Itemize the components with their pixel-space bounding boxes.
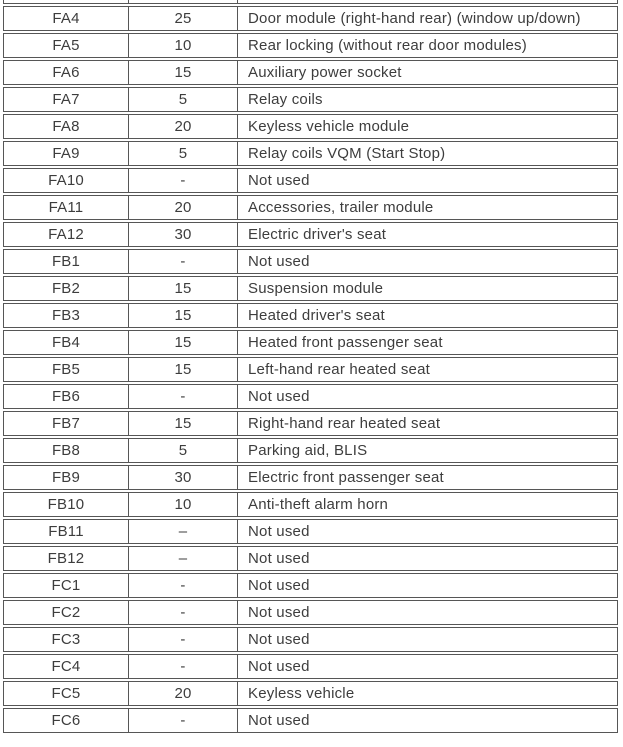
fuse-rating-cell: 30 xyxy=(129,466,238,489)
fuse-rating-cell: 5 xyxy=(129,88,238,111)
fuse-description-cell: Left-hand rear heated seat xyxy=(248,361,430,378)
fuse-id-cell: FA9 xyxy=(4,142,129,165)
fuse-description-cell: Keyless vehicle module xyxy=(248,118,410,135)
fuse-description-cell: Not used xyxy=(248,577,310,594)
fuse-description-cell: Right-hand rear heated seat xyxy=(248,415,441,432)
table-row xyxy=(3,195,618,220)
fuse-id-cell: FB7 xyxy=(4,412,129,435)
fuse-description-cell: Anti-theft alarm horn xyxy=(248,496,389,513)
fuse-rating-cell: – xyxy=(129,547,238,570)
fuse-rating-cell: 15 xyxy=(129,304,238,327)
fuse-description-cell: Not used xyxy=(248,604,310,621)
fuse-description-cell: Suspension module xyxy=(248,280,384,297)
fuse-description-cell: Heated driver's seat xyxy=(248,307,385,324)
fuse-id-cell: FB12 xyxy=(4,547,129,570)
table-row xyxy=(3,276,618,301)
fuse-rating-cell: – xyxy=(129,520,238,543)
table-row xyxy=(3,411,618,436)
fuse-rating-cell: 15 xyxy=(129,358,238,381)
table-row xyxy=(3,114,618,139)
fuse-id-cell: FA12 xyxy=(4,223,129,246)
fuse-id-cell: FB8 xyxy=(4,439,129,462)
fuse-description-cell: Relay coils VQM (Start Stop) xyxy=(248,145,446,162)
fuse-description-cell: Not used xyxy=(248,658,310,675)
fuse-description-cell: Not used xyxy=(248,388,310,405)
fuse-description-cell: Keyless vehicle xyxy=(248,685,355,702)
table-row xyxy=(3,357,618,382)
fuse-description-cell: Relay coils xyxy=(248,91,323,108)
fuse-rating-cell: - xyxy=(129,655,238,678)
fuse-id-cell: FA4 xyxy=(4,7,129,30)
fuse-id-cell: FC6 xyxy=(4,709,129,732)
fuse-id-cell: FB9 xyxy=(4,466,129,489)
fuse-rating-cell: - xyxy=(129,601,238,624)
fuse-rating-cell: 15 xyxy=(129,331,238,354)
fuse-id-cell: FB1 xyxy=(4,250,129,273)
fuse-id-cell: FA10 xyxy=(4,169,129,192)
fuse-rating-cell: - xyxy=(129,628,238,651)
table-row xyxy=(3,141,618,166)
fuse-rating-cell: - xyxy=(129,574,238,597)
table-row xyxy=(3,33,618,58)
fuse-table-rows xyxy=(3,6,618,733)
table-row xyxy=(3,87,618,112)
fuse-rating-cell: 10 xyxy=(129,34,238,57)
fuse-rating-cell: 20 xyxy=(129,682,238,705)
fuse-description-cell: Not used xyxy=(248,253,310,270)
fuse-rating-cell: 5 xyxy=(129,439,238,462)
table-row xyxy=(3,6,618,31)
fuse-id-cell: FA6 xyxy=(4,61,129,84)
fuse-id-cell: FC3 xyxy=(4,628,129,651)
fuse-rating-cell: 20 xyxy=(129,115,238,138)
table-row xyxy=(3,249,618,274)
fuse-description-cell: Heated front passenger seat xyxy=(248,334,443,351)
fuse-id-cell: FA7 xyxy=(4,88,129,111)
fuse-description-cell: Rear locking (without rear door modules) xyxy=(248,37,527,54)
fuse-id-cell: FB11 xyxy=(4,520,129,543)
fuse-description-cell: Parking aid, BLIS xyxy=(248,442,368,459)
cut-off-rating-cell xyxy=(129,0,238,3)
table-row xyxy=(3,438,618,463)
cut-off-fuse-id-cell xyxy=(4,0,129,3)
fuse-rating-cell: - xyxy=(129,169,238,192)
fuse-description-cell: Not used xyxy=(248,631,310,648)
table-row xyxy=(3,168,618,193)
table-row xyxy=(3,465,618,490)
fuse-description-cell: Not used xyxy=(248,172,310,189)
table-row xyxy=(3,708,618,733)
fuse-rating-cell: - xyxy=(129,709,238,732)
fuse-description-cell: Electric front passenger seat xyxy=(248,469,444,486)
table-row xyxy=(3,519,618,544)
fuse-id-cell: FB5 xyxy=(4,358,129,381)
fuse-rating-cell: - xyxy=(129,250,238,273)
fuse-id-cell: FB3 xyxy=(4,304,129,327)
fuse-rating-cell: 15 xyxy=(129,277,238,300)
fuse-rating-cell: - xyxy=(129,385,238,408)
fuse-description-cell: Electric driver's seat xyxy=(248,226,387,243)
table-row xyxy=(3,303,618,328)
fuse-id-cell: FB4 xyxy=(4,331,129,354)
fuse-id-cell: FA11 xyxy=(4,196,129,219)
table-row xyxy=(3,600,618,625)
fuse-rating-cell: 30 xyxy=(129,223,238,246)
fuse-specification-table xyxy=(3,0,618,733)
fuse-id-cell: FA8 xyxy=(4,115,129,138)
fuse-id-cell: FC2 xyxy=(4,601,129,624)
table-row xyxy=(3,573,618,598)
fuse-id-cell: FC5 xyxy=(4,682,129,705)
fuse-description-cell: Not used xyxy=(248,712,310,729)
fuse-rating-cell: 20 xyxy=(129,196,238,219)
fuse-id-cell: FC4 xyxy=(4,655,129,678)
fuse-id-cell: FA5 xyxy=(4,34,129,57)
table-row xyxy=(3,492,618,517)
fuse-id-cell: FB2 xyxy=(4,277,129,300)
cut-off-description-cell xyxy=(238,0,617,3)
fuse-id-cell: FB6 xyxy=(4,385,129,408)
fuse-rating-cell: 15 xyxy=(129,61,238,84)
fuse-rating-cell: 15 xyxy=(129,412,238,435)
fuse-id-cell: FC1 xyxy=(4,574,129,597)
fuse-description-cell: Auxiliary power socket xyxy=(248,64,402,81)
table-row xyxy=(3,681,618,706)
fuse-id-cell: FB10 xyxy=(4,493,129,516)
table-row xyxy=(3,330,618,355)
table-row xyxy=(3,60,618,85)
fuse-description-cell: Not used xyxy=(248,550,310,567)
fuse-rating-cell: 5 xyxy=(129,142,238,165)
fuse-rating-cell: 25 xyxy=(129,7,238,30)
table-row xyxy=(3,384,618,409)
fuse-description-cell: Accessories, trailer module xyxy=(248,199,434,216)
cut-off-row xyxy=(3,0,618,4)
table-row xyxy=(3,654,618,679)
table-row xyxy=(3,627,618,652)
fuse-description-cell: Door module (right-hand rear) (window up/down) xyxy=(248,10,581,27)
fuse-rating-cell: 10 xyxy=(129,493,238,516)
table-row xyxy=(3,222,618,247)
fuse-description-cell: Not used xyxy=(248,523,310,540)
table-row xyxy=(3,546,618,571)
